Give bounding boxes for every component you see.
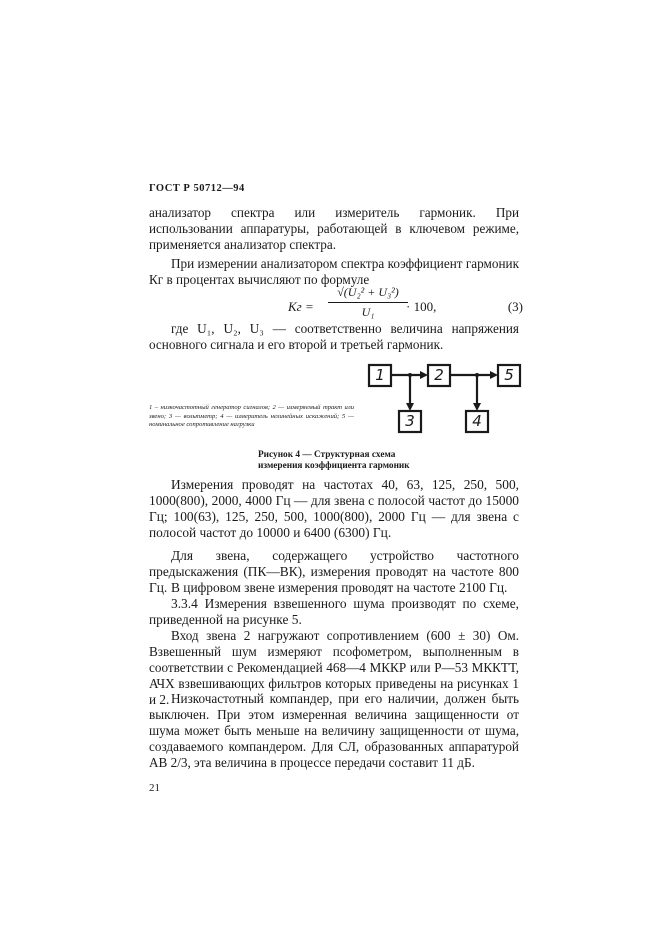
block-1-label: 1 xyxy=(375,366,385,384)
formula-numerator: √(U₂² + U₃²) xyxy=(328,285,408,303)
paragraph-spectrum-analyzer: анализатор спектра или измеритель гармоник. При использовании аппаратуры, работающей в ключевом режиме, применяется анализатор спектра. xyxy=(149,205,519,252)
formula-denominator: U₁ xyxy=(361,305,375,319)
formula-number: (3) xyxy=(507,299,523,314)
document-header: ГОСТ Р 50712—94 xyxy=(149,183,245,194)
paragraph-where: где U₁, U₂, U₃ — соответственно величина напряжения основного сигнала и его второй и третьей гармоник. xyxy=(149,321,519,352)
formula-tail: · 100, xyxy=(406,299,437,314)
paragraph-frequencies: Измерения проводят на частотах 40, 63, 125, 250, 500, 1000(800), 2000, 4000 Гц — для звена с полосой частот до 15000 Гц; 100(63), 125, 250, 500, 1000(800), 2000 Гц — для звена с полосой частот до 10000 и 6400 (6300) Гц. xyxy=(149,477,519,540)
paragraph-3-3-4: 3.3.4 Измерения взвешенного шума производят по схеме, приведенной на рисунке 5. xyxy=(149,596,519,627)
block-3-label: 3 xyxy=(405,412,415,430)
block-diagram xyxy=(362,362,522,438)
paragraph-input-load: Вход звена 2 нагружают сопротивлением (600 ± 30) Ом. Взвешенный шум измеряют псофометром, выполненным в соответствии с Рекомендацией 468—4 МККР или Р—53 МККТТ, АЧХ взвешивающих фильтров которых приведены на рисунках 1 и 2. xyxy=(149,628,519,707)
formula-fraction xyxy=(328,285,408,320)
figure-legend: 1 – низкочастотный генератор сигналов; 2 — измеряемый тракт или звено; 3 — вольтметр; 4 — измеритель нелинейных искажений; 5 — номинальное сопротивление нагрузки xyxy=(149,404,354,428)
block-5-label: 5 xyxy=(504,366,514,384)
block-2-label: 2 xyxy=(434,366,444,384)
paragraph-digital: В цифровом звене измерения проводят на частоте 2100 Гц. xyxy=(171,580,508,595)
paragraph-formula-intro: При измерении анализатором спектра коэффициент гармоник Кг в процентах вычисляют по формуле xyxy=(149,256,519,287)
page-number: 21 xyxy=(149,782,160,794)
formula-lhs: Кг = xyxy=(288,299,314,314)
block-4-label: 4 xyxy=(472,412,482,430)
paragraph-compander: Низкочастотный компандер, при его наличии, должен быть выключен. При этом измеренная величина защищенности от шума может быть меньше на величину защищенности от шума, создаваемого компандером. Для СЛ, образованных аппаратурой АВ 2/3, эта величина в процессе передачи составит 11 дБ. xyxy=(149,691,519,770)
figure-caption: Рисунок 4 — Структурная схема измерения коэффициента гармоник xyxy=(258,450,410,471)
paragraph-pre-emphasis: Для звена, содержащего устройство частотного предыскажения (ПК—ВК), измерения проводят на частоте 800 Гц. xyxy=(149,548,519,595)
